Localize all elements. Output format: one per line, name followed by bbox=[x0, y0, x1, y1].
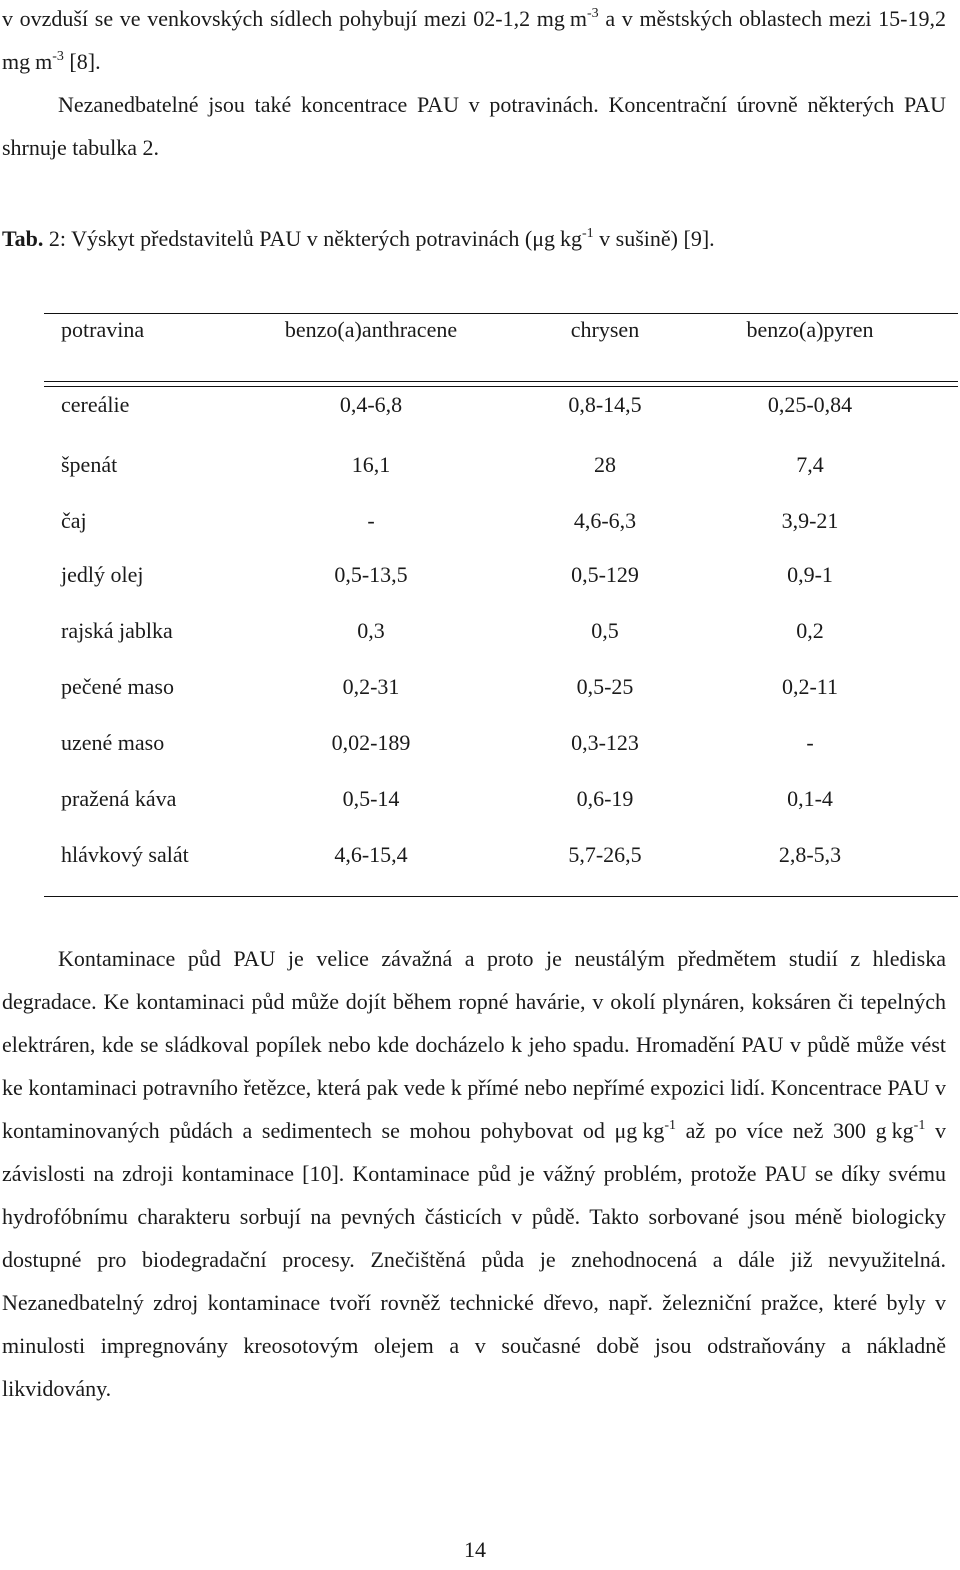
table-cell: 28 bbox=[594, 452, 616, 477]
table-cell: 0,1-4 bbox=[787, 786, 833, 811]
table-cell: 0,5-25 bbox=[576, 674, 634, 699]
table-cell: 0,4-6,8 bbox=[339, 392, 403, 417]
table-row bbox=[0, 501, 960, 541]
table-cell: uzené maso bbox=[61, 730, 165, 755]
table-header-cell: chrysen bbox=[570, 317, 640, 342]
table-cell: 16,1 bbox=[351, 452, 391, 477]
table-cell: 0,2 bbox=[796, 618, 824, 643]
table-cell: 0,6-19 bbox=[576, 786, 634, 811]
paragraph-text: kg bbox=[642, 1118, 665, 1143]
paragraph-text: [8]. bbox=[63, 49, 101, 74]
table-cell: 0,9-1 bbox=[787, 562, 833, 587]
table-cell: špenát bbox=[61, 452, 118, 477]
table-caption bbox=[2, 217, 715, 260]
paragraph-air-concentrations bbox=[2, 0, 946, 83]
paragraph-text: kg bbox=[891, 1118, 914, 1143]
table-row bbox=[0, 555, 960, 595]
table-cell: rajská jablka bbox=[61, 618, 173, 643]
superscript: -3 bbox=[587, 6, 599, 21]
table-cell: - bbox=[367, 508, 375, 533]
table-cell: 0,8-14,5 bbox=[568, 392, 642, 417]
table-cell: 0,25-0,84 bbox=[767, 392, 853, 417]
table-cell: 0,02-189 bbox=[331, 730, 411, 755]
paragraph-food-concentrations bbox=[2, 83, 946, 169]
table-cell: pečené maso bbox=[61, 674, 174, 699]
table-cell: cereálie bbox=[61, 392, 130, 417]
table-row bbox=[0, 835, 960, 875]
superscript: -1 bbox=[664, 1118, 676, 1133]
paragraph-text: v ovzduší se ve venkovských sídlech pohybují mezi 02-1,2 mg bbox=[2, 6, 565, 31]
table-cell: 4,6-6,3 bbox=[573, 508, 637, 533]
table-cell: 4,6-15,4 bbox=[334, 842, 408, 867]
table-row bbox=[0, 611, 960, 651]
paragraph-text: až po více než 300 g bbox=[675, 1118, 887, 1143]
paragraph-text: m bbox=[35, 49, 53, 74]
paragraph-text: a v městských oblastech mezi 15-19,2 mg bbox=[2, 6, 946, 74]
table-cell: 0,5 bbox=[591, 618, 619, 643]
table-cell: 0,2-31 bbox=[342, 674, 400, 699]
paragraph-text: Nezanedbatelné jsou také koncentrace PAU v potravinách. Koncentrační úrovně některých PAU shrnuje tabulka 2. bbox=[2, 92, 946, 160]
table-header-cell: benzo(a)pyren bbox=[746, 317, 874, 342]
table-caption-text: kg bbox=[560, 226, 582, 251]
table-row bbox=[0, 667, 960, 707]
table-bottom-rule bbox=[44, 896, 958, 897]
superscript: -1 bbox=[913, 1118, 926, 1133]
paragraph-text: v závislosti na zdroji kontaminace [10]. Kontaminace půd je vážný problém, protože PAU se díky svému hydrofóbnímu charakteru sorbují na pevných částicích v půdě. Takto sorbované jsou méně biologicky dostupné pro biodegradační procesy. Znečištěná půda je znehodnocená a dále již nevyužitelná. Nezanedbatelný zdroj kontaminace tvoří rovněž technické dřevo, např. železniční pražce, které byly v minulosti impregnovány kreosotovým olejem a v současné době jsou odstraňovány a nákladně likvidovány. bbox=[2, 1118, 947, 1401]
table-header-cell: benzo(a)anthracene bbox=[284, 317, 458, 342]
table-row bbox=[0, 445, 960, 485]
table-cell: 0,5-129 bbox=[571, 562, 639, 587]
table-row bbox=[0, 779, 960, 819]
table-cell: 3,9-21 bbox=[781, 508, 839, 533]
paragraph-text: m bbox=[569, 6, 587, 31]
table-header-cell: potravina bbox=[61, 317, 145, 342]
table-caption-text: v sušině) [9]. bbox=[593, 226, 715, 251]
table-cell: jedlý olej bbox=[61, 562, 144, 587]
table-caption-label: Tab. bbox=[2, 226, 44, 251]
table-cell: 0,2-11 bbox=[781, 674, 838, 699]
table-cell: 5,7-26,5 bbox=[568, 842, 642, 867]
table-cell: 0,5-13,5 bbox=[334, 562, 408, 587]
table-cell: 0,3-123 bbox=[571, 730, 639, 755]
page-number: 14 bbox=[464, 1537, 486, 1562]
table-cell: 2,8-5,3 bbox=[778, 842, 842, 867]
paragraph-text: Kontaminace půd PAU je velice závažná a proto je neustálým předmětem studií z hlediska degradace. Ke kontaminaci půd může dojít během ropné havárie, v okolí plynáren, koksáren či tepelných elektráren, kde se sládkoval popílek nebo kde docházelo k jeho spadu. Hromadění PAU v půdě může vést ke kontaminaci potravního řetězce, která pak vede k přímé nebo nepřímé expozici lidí. Koncentrace PAU v kontaminovaných půdách a sedimentech se mohou pohybovat od μg bbox=[2, 946, 946, 1143]
table-caption-text: 2: Výskyt představitelů PAU v některých potravinách (μg bbox=[43, 226, 555, 251]
table-cell: hlávkový salát bbox=[61, 842, 189, 867]
superscript: -3 bbox=[52, 49, 64, 64]
table-cell: pražená káva bbox=[61, 786, 177, 811]
superscript: -1 bbox=[582, 226, 594, 241]
table-cell: 0,3 bbox=[357, 618, 385, 643]
table-cell: - bbox=[806, 730, 814, 755]
table-row bbox=[0, 385, 960, 425]
table-header-rule bbox=[44, 381, 958, 382]
table-header-row bbox=[0, 310, 960, 350]
table-row bbox=[0, 723, 960, 763]
paragraph-soil-contamination bbox=[2, 937, 946, 1410]
table-cell: 0,5-14 bbox=[342, 786, 400, 811]
table-cell: čaj bbox=[61, 508, 87, 533]
table-cell: 7,4 bbox=[796, 452, 824, 477]
